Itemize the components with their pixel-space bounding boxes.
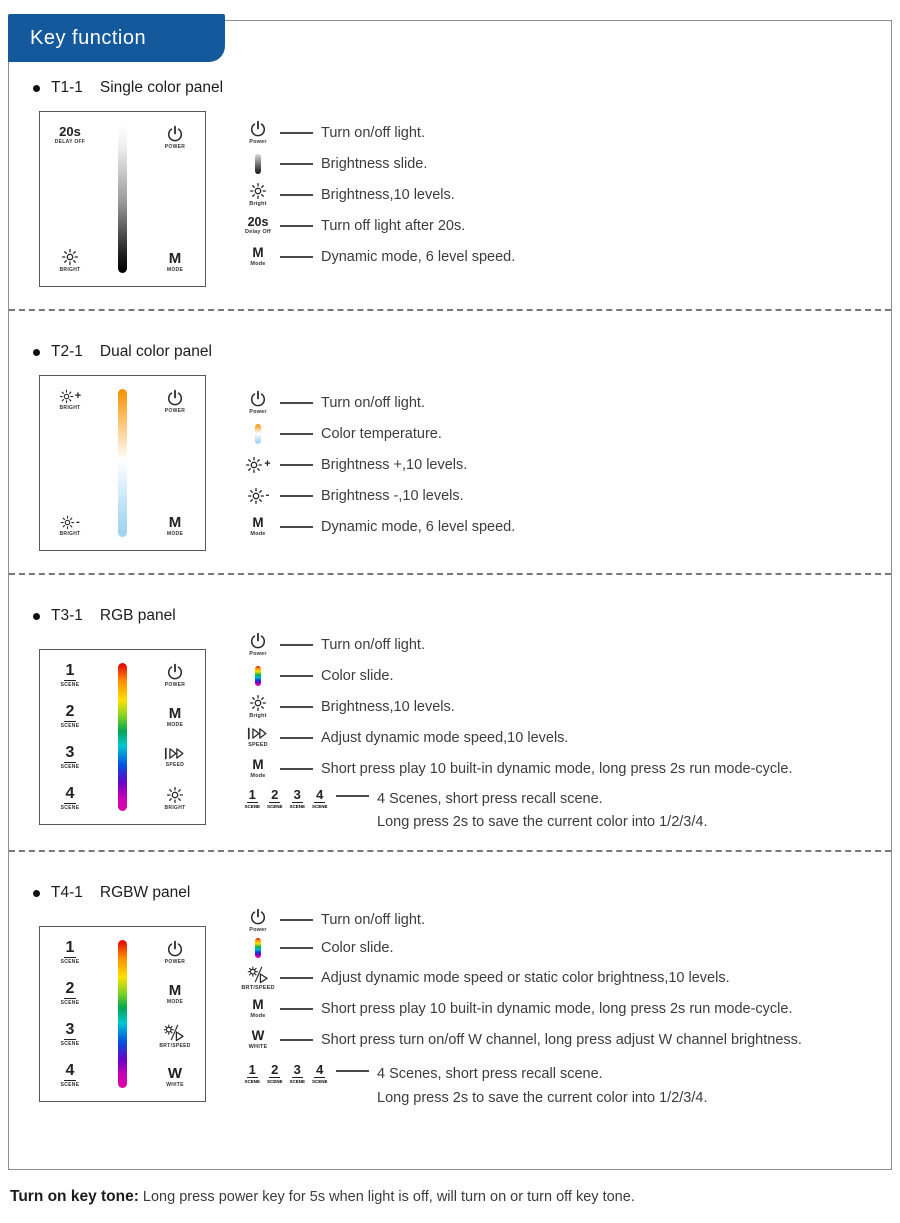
section-title bbox=[33, 343, 891, 361]
connector-line bbox=[280, 132, 313, 134]
bright-key[interactable]: BRIGHT bbox=[60, 248, 81, 273]
function-description: 4 Scenes, short press recall scene. Long press 2s to save the current color into 1/2/3/4. bbox=[377, 791, 708, 831]
sun-plus-icon: + bbox=[59, 389, 81, 404]
connector-line bbox=[280, 464, 313, 466]
connector-line bbox=[280, 526, 313, 528]
speed-icon: SPEED bbox=[240, 726, 276, 749]
function-description: Turn off light after 20s. bbox=[321, 217, 466, 234]
function-description: Brightness,10 levels. bbox=[321, 186, 455, 203]
section-name: RGBW panel bbox=[99, 884, 191, 902]
key-tone-note bbox=[10, 1188, 870, 1206]
section-code: T2-1 bbox=[51, 343, 83, 360]
bright-minus-key[interactable]: - BRIGHT bbox=[59, 516, 81, 537]
function-row bbox=[240, 722, 792, 753]
function-description: Color slide. bbox=[321, 667, 394, 684]
function-description: 4 Scenes, short press recall scene. Long press 2s to save the current color into 1/2/3/4. bbox=[377, 1066, 708, 1106]
section-code: T4-1 bbox=[51, 884, 83, 902]
section-code: T1-1 bbox=[51, 79, 83, 96]
brt-speed-icon: BRT/SPEED bbox=[240, 965, 276, 992]
function-description: Turn on/off light. bbox=[321, 636, 425, 653]
section-header-tab bbox=[8, 14, 225, 62]
connector-line bbox=[336, 795, 369, 797]
function-description: Dynamic mode, 6 level speed. bbox=[321, 518, 516, 535]
color-slider[interactable] bbox=[118, 940, 127, 1088]
scene-2-key[interactable]: 2 SCENE bbox=[60, 703, 80, 729]
sun-icon: Bright bbox=[240, 694, 276, 720]
page-title: Key function bbox=[30, 26, 147, 49]
section-t1-1 bbox=[9, 79, 891, 287]
connector-line bbox=[280, 675, 313, 677]
brt-speed-icon bbox=[161, 1023, 188, 1042]
power-icon bbox=[166, 389, 184, 407]
function-row bbox=[240, 148, 515, 179]
function-description: Adjust dynamic mode speed,10 levels. bbox=[321, 729, 569, 746]
function-row bbox=[240, 1024, 802, 1055]
section-t2-1 bbox=[9, 343, 891, 551]
white-key[interactable]: W WHITE bbox=[166, 1065, 184, 1089]
note-text: Long press power key for 5s when light is off, will turn on or turn off key tone. bbox=[138, 1189, 635, 1205]
bullet-icon bbox=[33, 85, 40, 92]
sun-plus-icon: + bbox=[240, 456, 276, 474]
function-row bbox=[240, 210, 515, 241]
power-key[interactable]: POWER bbox=[165, 389, 185, 414]
dashed-separator bbox=[9, 309, 891, 311]
speed-icon bbox=[163, 746, 187, 761]
function-row bbox=[240, 993, 802, 1024]
panel-t2-1 bbox=[39, 375, 206, 551]
connector-line bbox=[280, 947, 313, 949]
color-slide-icon bbox=[240, 666, 276, 686]
power-icon bbox=[166, 940, 184, 958]
connector-line bbox=[280, 433, 313, 435]
function-row bbox=[240, 629, 792, 660]
delay-off-icon: 20s Delay Off bbox=[245, 214, 271, 235]
function-description: Turn on/off light. bbox=[321, 912, 425, 929]
connector-line bbox=[280, 1039, 313, 1041]
function-description: Dynamic mode, 6 level speed. bbox=[321, 248, 516, 265]
section-title bbox=[33, 884, 891, 902]
connector-line bbox=[280, 1008, 313, 1010]
power-key[interactable]: POWER bbox=[165, 663, 185, 688]
scene-4-key[interactable]: 4 SCENE bbox=[60, 1062, 80, 1089]
function-row bbox=[240, 906, 802, 934]
scene-1-key[interactable]: 1 SCENE bbox=[60, 939, 80, 966]
function-row bbox=[240, 511, 515, 542]
bullet-icon bbox=[33, 890, 40, 897]
power-icon: Power bbox=[240, 390, 276, 416]
connector-line bbox=[280, 194, 313, 196]
bright-key[interactable]: BRIGHT bbox=[165, 786, 186, 811]
scene-2-key[interactable]: 2 SCENE bbox=[60, 980, 80, 1007]
function-description: Color slide. bbox=[321, 940, 394, 957]
mode-icon: M Mode bbox=[250, 245, 266, 267]
dashed-separator bbox=[9, 850, 891, 852]
white-icon: W WHITE bbox=[248, 1028, 268, 1050]
panel-t1-1 bbox=[39, 111, 206, 287]
brightness-slider[interactable] bbox=[118, 125, 127, 273]
delay-off-key[interactable]: 20s DELAY OFF bbox=[54, 124, 86, 145]
mode-key[interactable]: M MODE bbox=[166, 250, 184, 273]
connector-line bbox=[280, 644, 313, 646]
function-description: Brightness,10 levels. bbox=[321, 698, 455, 715]
sun-minus-icon: - bbox=[240, 487, 276, 505]
connector-line bbox=[280, 737, 313, 739]
connector-line bbox=[280, 706, 313, 708]
note-label: Turn on key tone: bbox=[10, 1188, 139, 1205]
content-frame bbox=[8, 20, 892, 1170]
function-description: Short press play 10 built-in dynamic mode, long press 2s run mode-cycle. bbox=[321, 1000, 793, 1017]
function-row bbox=[240, 179, 515, 210]
power-icon: Power bbox=[240, 632, 276, 658]
scene-keys-icon: 1 SCENE 2 SCENE 3 SCENE 4 SCENE bbox=[244, 1062, 328, 1084]
panel-t3-1 bbox=[39, 649, 206, 825]
mode-key[interactable]: M MODE bbox=[166, 705, 184, 728]
function-description: Color temperature. bbox=[321, 425, 442, 442]
function-description: Turn on/off light. bbox=[321, 394, 425, 411]
color-slider[interactable] bbox=[118, 663, 127, 811]
function-description: Turn on/off light. bbox=[321, 124, 425, 141]
color-temperature-slide-icon bbox=[240, 424, 276, 444]
section-code: T3-1 bbox=[51, 607, 83, 624]
brt-speed-key[interactable]: BRT/SPEED bbox=[159, 1023, 190, 1049]
panel-t4-1 bbox=[39, 926, 206, 1102]
connector-line bbox=[280, 225, 313, 227]
function-description: Short press play 10 built-in dynamic mode, long press 2s run mode-cycle. bbox=[321, 760, 793, 777]
scene-3-key[interactable]: 3 SCENE bbox=[60, 744, 80, 770]
connector-line bbox=[280, 402, 313, 404]
function-row bbox=[240, 480, 515, 511]
bright-plus-key[interactable]: + BRIGHT bbox=[59, 390, 82, 411]
section-name: Single color panel bbox=[99, 79, 224, 96]
scene-3-key[interactable]: 3 SCENE bbox=[60, 1021, 80, 1048]
section-t3-1 bbox=[9, 607, 891, 834]
function-row-scenes bbox=[240, 784, 792, 834]
power-icon: Power bbox=[240, 120, 276, 146]
section-name: RGB panel bbox=[99, 607, 176, 624]
function-description: Brightness -,10 levels. bbox=[321, 487, 464, 504]
function-row bbox=[240, 117, 515, 148]
brightness-slide-icon bbox=[240, 154, 276, 174]
bullet-icon bbox=[33, 349, 40, 356]
function-description: Brightness slide. bbox=[321, 155, 428, 172]
bullet-icon bbox=[33, 613, 40, 620]
color-slide-icon bbox=[240, 938, 276, 958]
connector-line bbox=[280, 163, 313, 165]
power-icon bbox=[166, 663, 184, 681]
connector-line bbox=[280, 977, 313, 979]
function-row bbox=[240, 691, 792, 722]
section-name: Dual color panel bbox=[99, 343, 212, 360]
sun-icon bbox=[61, 248, 79, 266]
mode-icon: M Mode bbox=[250, 997, 266, 1019]
section-title bbox=[33, 607, 891, 625]
scene-1-key[interactable]: 1 SCENE bbox=[60, 662, 80, 688]
connector-line bbox=[280, 768, 313, 770]
function-description: Brightness +,10 levels. bbox=[321, 456, 468, 473]
power-icon: Power bbox=[240, 908, 276, 934]
function-description: Adjust dynamic mode speed or static color brightness,10 levels. bbox=[321, 969, 730, 986]
connector-line bbox=[280, 919, 313, 921]
function-row bbox=[240, 241, 515, 272]
function-row bbox=[240, 753, 792, 784]
power-key[interactable]: POWER bbox=[165, 940, 185, 965]
function-row bbox=[240, 962, 802, 993]
function-row-scenes bbox=[240, 1055, 802, 1109]
function-row bbox=[240, 387, 515, 418]
mode-key[interactable]: M MODE bbox=[166, 982, 184, 1006]
section-t4-1 bbox=[9, 884, 891, 1109]
mode-key[interactable]: M MODE bbox=[166, 514, 184, 537]
connector-line bbox=[336, 1070, 369, 1072]
power-key[interactable]: POWER bbox=[165, 125, 185, 150]
scene-keys-icon: 1 SCENE 2 SCENE 3 SCENE 4 SCENE bbox=[244, 787, 328, 809]
color-temperature-slider[interactable] bbox=[118, 389, 127, 537]
function-row bbox=[240, 660, 792, 691]
function-row bbox=[240, 449, 515, 480]
function-row bbox=[240, 934, 802, 962]
sun-icon bbox=[166, 786, 184, 804]
scene-4-key[interactable]: 4 SCENE bbox=[60, 785, 80, 811]
sun-icon: Bright bbox=[240, 182, 276, 208]
speed-key[interactable]: SPEED bbox=[163, 746, 187, 768]
section-title bbox=[33, 79, 891, 97]
mode-icon: M Mode bbox=[250, 515, 266, 537]
sun-minus-icon: - bbox=[60, 515, 80, 530]
dashed-separator bbox=[9, 573, 891, 575]
connector-line bbox=[280, 256, 313, 258]
function-description: Short press turn on/off W channel, long press adjust W channel brightness. bbox=[321, 1031, 802, 1048]
function-row bbox=[240, 418, 515, 449]
mode-icon: M Mode bbox=[250, 757, 266, 779]
connector-line bbox=[280, 495, 313, 497]
power-icon bbox=[166, 125, 184, 143]
